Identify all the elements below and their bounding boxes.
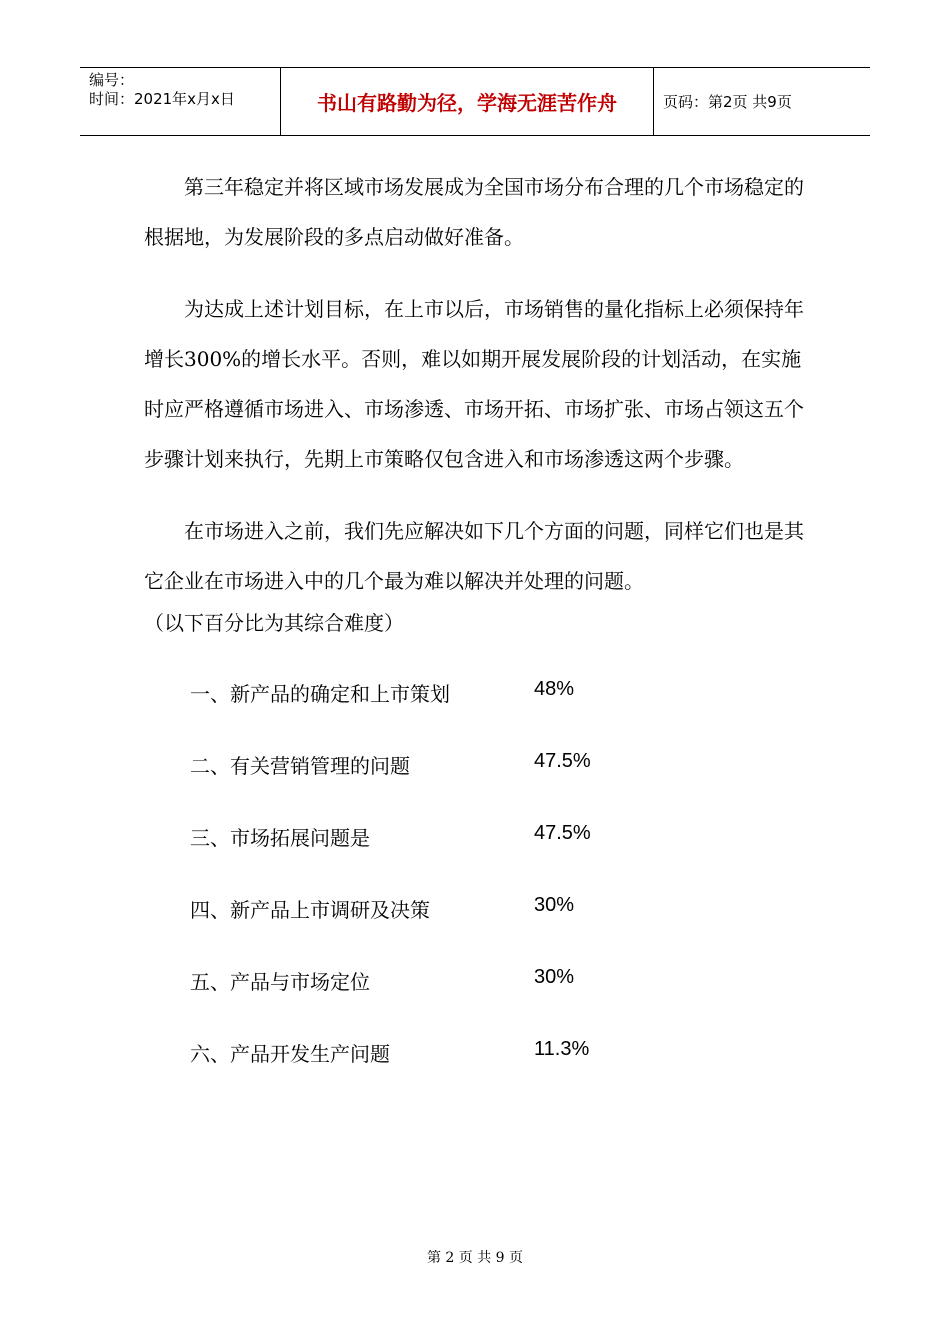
paragraph: 在市场进入之前，我们先应解决如下几个方面的问题，同样它们也是其它企业在市场进入中的几个最为难以解决并处理的问题。 — [144, 519, 804, 593]
list-item — [144, 966, 804, 1038]
issue-label: 三、市场拓展问题是 — [190, 826, 370, 850]
list-item — [144, 822, 804, 894]
document-date: 时间：2021年x月x日 — [89, 90, 235, 108]
paragraph: 第三年稳定并将区域市场发展成为全国市场分布合理的几个市场稳定的根据地，为发展阶段的多点启动做好准备。 — [144, 175, 804, 249]
issue-label: 一、新产品的确定和上市策划 — [190, 682, 450, 706]
document-number-label: 编号： — [89, 71, 135, 89]
issue-label: 四、新产品上市调研及决策 — [190, 898, 430, 922]
issue-percentage: 30% — [534, 966, 575, 988]
page-header — [80, 67, 870, 136]
issue-label: 五、产品与市场定位 — [190, 970, 370, 994]
paragraph: 为达成上述计划目标，在上市以后，市场销售的量化指标上必须保持年增长300%的增长水平。否则，难以如期开展发展阶段的计划活动，在实施时应严格遵循市场进入、市场渗透、市场开拓、市场扩张、市场占领这五个步骤计划来执行，先期上市策略仅包含进入和市场渗透这两个步骤。 — [144, 297, 804, 471]
header-motto: 书山有路勤为径，学海无涯苦作舟 — [281, 68, 654, 135]
list-item — [144, 1038, 804, 1110]
issue-list — [144, 678, 804, 1110]
issue-percentage: 47.5% — [534, 750, 591, 772]
issue-percentage: 48% — [534, 678, 575, 700]
issue-percentage: 47.5% — [534, 822, 591, 844]
page-footer: 第 2 页 共 9 页 — [426, 1250, 524, 1266]
difficulty-note: （以下百分比为其综合难度） — [144, 611, 404, 635]
header-meta — [80, 68, 281, 135]
issue-percentage: 30% — [534, 894, 575, 916]
issue-percentage: 11.3% — [534, 1038, 590, 1060]
list-item — [144, 678, 804, 750]
list-item — [144, 894, 804, 966]
issue-label: 二、有关营销管理的问题 — [190, 754, 410, 778]
header-page-info: 页码：第2页 共9页 — [663, 93, 792, 111]
issue-label: 六、产品开发生产问题 — [190, 1042, 390, 1066]
document-body — [144, 162, 804, 1110]
list-item — [144, 750, 804, 822]
